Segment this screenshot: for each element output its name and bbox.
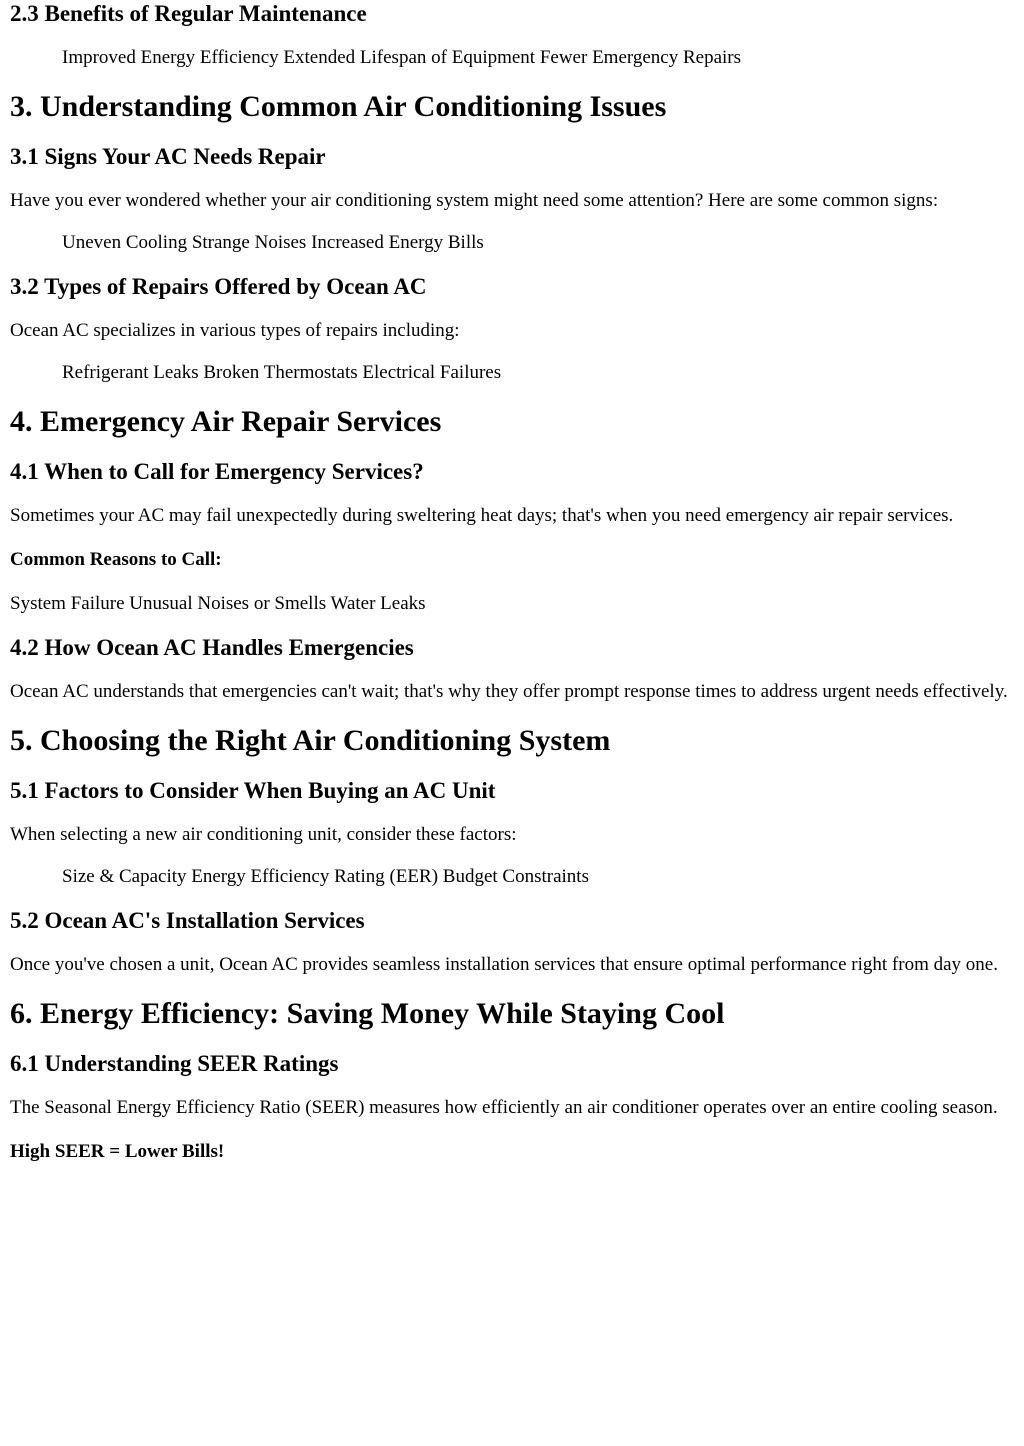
heading-3: 3. Understanding Common Air Conditioning Issues (10, 90, 667, 123)
heading-4-1: 4.1 When to Call for Emergency Services? (10, 459, 424, 484)
heading-5: 5. Choosing the Right Air Conditioning System (10, 724, 611, 757)
heading-2-3: 2.3 Benefits of Regular Maintenance (10, 1, 367, 26)
heading-4-2: 4.2 How Ocean AC Handles Emergencies (10, 635, 414, 660)
list-factors: Size & Capacity Energy Efficiency Rating (EER) Budget Constraints (62, 866, 589, 887)
heading-4: 4. Emergency Air Repair Services (10, 405, 442, 438)
list-reasons: System Failure Unusual Noises or Smells Water Leaks (10, 593, 426, 614)
subheading-common-reasons: Common Reasons to Call: (10, 549, 222, 570)
para-5-1: When selecting a new air conditioning unit, consider these factors: (10, 824, 517, 845)
heading-6-1: 6.1 Understanding SEER Ratings (10, 1051, 339, 1076)
heading-6: 6. Energy Efficiency: Saving Money While Staying Cool (10, 997, 725, 1030)
list-signs: Uneven Cooling Strange Noises Increased Energy Bills (62, 232, 484, 253)
para-6-1: The Seasonal Energy Efficiency Ratio (SEER) measures how efficiently an air conditioner operates over an entire cooling season. (10, 1097, 998, 1118)
para-5-2: Once you've chosen a unit, Ocean AC provides seamless installation services that ensure optimal performance right from day one. (10, 954, 998, 975)
heading-5-1: 5.1 Factors to Consider When Buying an AC Unit (10, 778, 496, 803)
heading-3-2: 3.2 Types of Repairs Offered by Ocean AC (10, 274, 427, 299)
heading-3-1: 3.1 Signs Your AC Needs Repair (10, 144, 326, 169)
para-4-2: Ocean AC understands that emergencies can't wait; that's why they offer prompt response times to address urgent needs effectively. (10, 681, 1008, 702)
para-4-1: Sometimes your AC may fail unexpectedly during sweltering heat days; that's when you need emergency air repair services. (10, 505, 954, 526)
list-benefits: Improved Energy Efficiency Extended Lifespan of Equipment Fewer Emergency Repairs (62, 47, 742, 68)
para-3-2: Ocean AC specializes in various types of repairs including: (10, 320, 460, 341)
list-repairs: Refrigerant Leaks Broken Thermostats Electrical Failures (62, 362, 502, 383)
heading-5-2: 5.2 Ocean AC's Installation Services (10, 908, 365, 933)
para-3-1: Have you ever wondered whether your air conditioning system might need some attention? Here are some common signs: (10, 190, 939, 211)
subheading-high-seer: High SEER = Lower Bills! (10, 1141, 225, 1162)
